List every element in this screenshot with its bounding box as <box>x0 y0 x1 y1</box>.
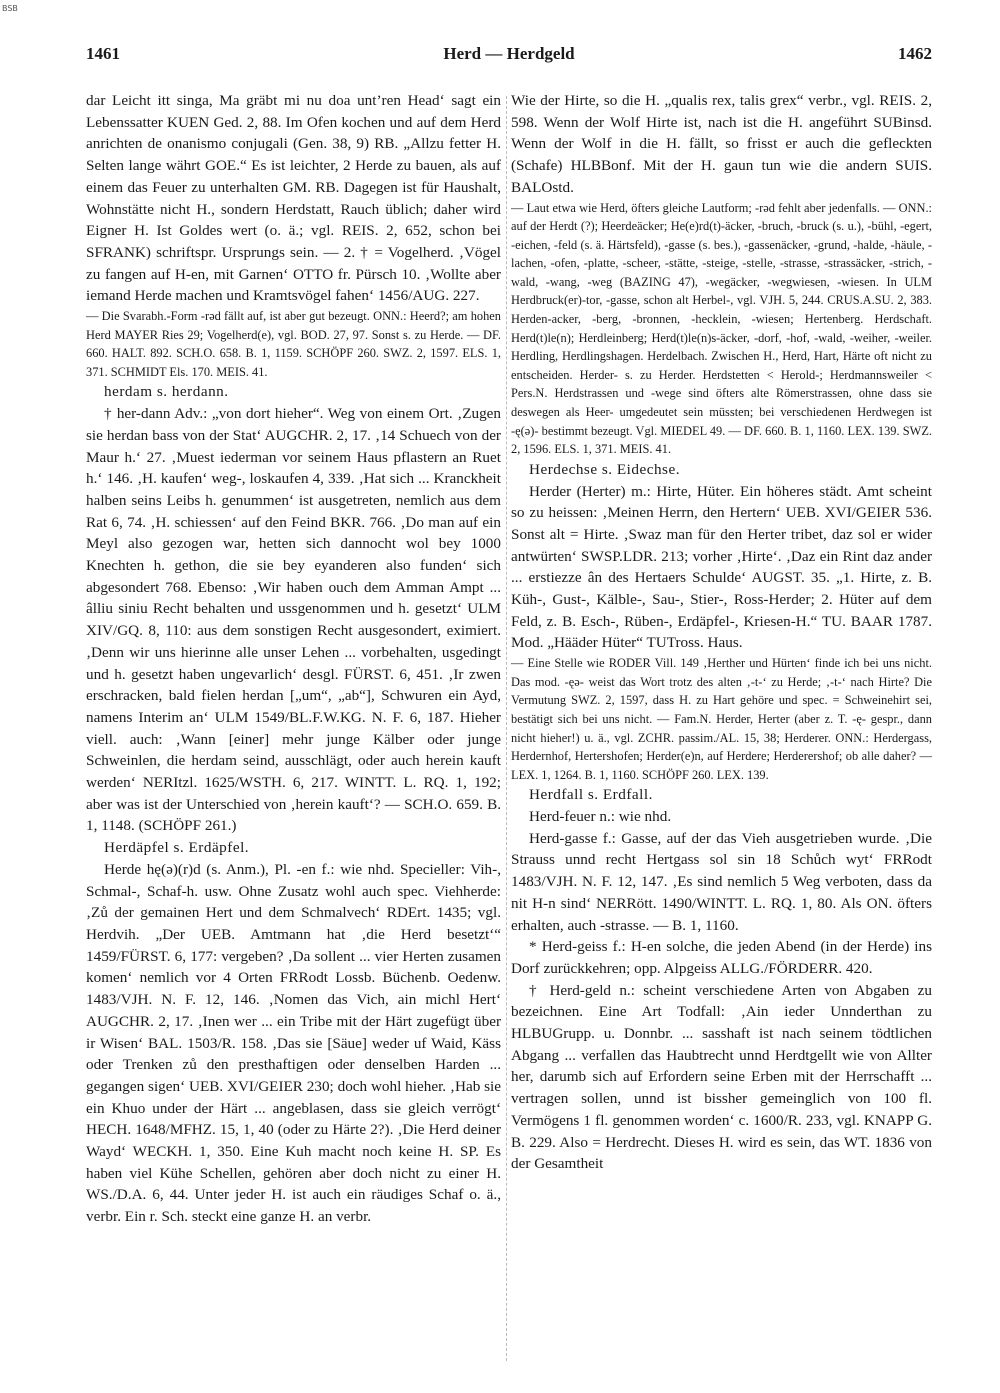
column-divider <box>506 96 507 1361</box>
left-column <box>86 90 501 1228</box>
entry-herd-feuer: Herd-feuer n.: wie nhd. <box>529 808 672 826</box>
running-title: Herd — Herdgeld <box>443 44 575 63</box>
entry-herde: Herde hę(ə)(r)d (s. Anm.), Pl. -en f.: wie nhd. Specieller: Vih-, Schmal-, Schaf-h. usw. Ohne Zusatz wohl auch spec. Viehherde: ‚Zů der gemainen Hert und dem Schmalvech‘ RDErt. 1435; vgl. Herdvih. „Der UEB. Amtmann hat ‚die Herd besetzt‘“ 1459/FÜRST. 6, 177: vergeben? ‚Da sollent ... vier Herten zusamen komen‘ nemlich vor 4 Orten FRRodt Lossb. Büchenb. Oedenw. 1483/VJH. N. F. 12, 146. ‚Nomen das Vich, ain michl Hert‘ AUGCHR. 2, 17. ‚Inen wer ... ein Tribe mit der Härt zugefügt über ir Wisen‘ BAL. 1503/R. 158. ‚Das sie [Säue] weder uf Waid, Käss oder Trenken zů den presthaftigen oder denselben Harden ... gegangen sigen‘ UEB. XVI/GEIER 230; doch wohl hieher. ‚Hab sie ein Khuo under der Härt ... angeblasen, dass sie gleich verrögt‘ HECH. 1648/MFHZ. 15, 1, 40 (oder zu Härte 2?). ‚Die Herd deiner Wayd‘ WECKH. 1, 350. Eine Kuh macht noch keine H. SP. Es haben viel Kühe Schellen, gehören aber doch nicht zu einer H. WS./D.A. 6, 44. Unter jeder H. ist auch ein räudiges Schaf o. ä., verbr. Ein r. Sch. steckt eine ganze H. an verbr. <box>86 860 501 1226</box>
entry-her-dann: † her-dann Adv.: „von dort hieher“. Weg von einem Ort. ‚Zugen sie herdan bass von der Stat‘ AUGCHR. 2, 17. ‚14 Schuech von der Maur h.‘ 27. ‚Muest iederman vor seinem Haus pflastern an Ruet h.‘ 146. ‚H. kaufen‘ weg-, loskaufen 4, 339. ‚Hat sich ... Kranckheit halben seins Leibs h. genummen‘ ist ausgetreten, nemlich aus dem Rat 6, 74. ‚H. schiessen‘ auf den Feind BKR. 766. ‚Do man auf ein Meyl also gezogen war, hetten sich dannocht wol bey 1000 Knechten h. gethon, die sie bey eyanderen also funden‘ sich abgesondert 768. Ebenso: ‚Wir haben ouch dem Amman Ampt ... âlliu siniu Recht behalten und ussgenommen und h. gesetzt‘ ULM XIV/GQ. 8, 110: aus dem sonstigen Recht ausgesondert, eximiert. ‚Denn wir uns hierinne alle unser Lehen ... vorbehalten, usgedingt und h. gesetzt haben ungevarlich‘ desgl. FÜRST. 6, 451. ‚Ir zwen erschracken, bald fielen herdan [„um“, „ab“], Schwuren ein Ayd, namens Interim an‘ ULM 1549/BL.F.W.KG. N. F. 6, 187. Hieher viell. auch: ‚Wann [einer] mehr junge Kälber oder junge Schweinlen, die herdam seind, ausschlägt, oder auch herein kauft werden‘ NERItzl. 1625/WSTH. 6, 217. WINTT. L. RQ. 1, 192; aber was ist der Unterschied von ‚herein kauft‘? — SCH.O. 659. B. 1, 1148. (SCHÖPF 261.) <box>86 405 501 835</box>
entry-note: — Eine Stelle wie RODER Vill. 149 ‚Herther und Hürten‘ finde ich bei uns nicht. Das mod. -ęə- weist das Wort trotz des alten ‚-t-‘ zu Herde; ‚-t-‘ nach Hirte? Die Vermutung SWZ. 2, 1597, dass H. zu Hart gehöre und spec. = Schweinehirt sei, bestätigt sich bei uns nicht. — Fam.N. Herder, Herter (aber z. T. -ę- gespr., dann nicht hieher!) u. ä., vgl. ZCHR. passim./AL. 15, 38; Herderer. ONN.: Herdergass, Herdernhof, Hertershofen; Herder(e)n, auf Herdere; Herderershof; ob alle daher? — LEX. 1, 1264. B. 1, 1160. SCHÖPF 260. LEX. 139. <box>511 656 932 782</box>
entry-note: — Laut etwa wie Herd, öfters gleiche Lautform; -rəd fehlt aber jedenfalls. — ONN.: auf der Herdt (?); Heerdeäcker; He(e)rd(t)-äcker, -bruch, -bruck (s. u.), -bühl, -egert, -eichen, -feld (s. ä. Härtsfeld), -gasse (s. bes.), -gassenäcker, -grund, -halde, -häule, -lachen, -ofen, -platte, -scheer, -stätte, -steige, -stelle, -strasse, -strassäcker, -strich, -wald, -wang, -weg (BAZING 47), -wegäcker, -wegwiesen, -wiesen. In ULM Herdbruck(er)-tor, -gasse, schon alt Herbel-, vgl. VJH. 5, 244. CRUS.A.SU. 2, 383. Herden-acker, -berg, -bronnen, -hecklein, -wiesen; Hertenberg. Herdschaft. Herd(t)le(n); Herdleinberg; Herd(t)le(n)s-äcker, -dorf, -hof, -wald, -weiher, -weiler. Herdling, Herdlingshagen. Herdelbach. Zwischen H., Herd, Hart, Härte oft nicht zu entscheiden. Herder- s. zu Herder. Herdstetten < Herold-; Herdmannsweiler < Pers.N. Herdstrassen und -wege sind öfters alte Römerstrassen, ohne dass sie deswegen als Heer- umgedeutet sein müssten; bei verschiedenen Herdwegen ist -ę(ə)- bestimmt bezeugt. Vgl. MIEDEL 49. — DF. 660. B. 1, 1160. LEX. 139. SWZ. 2, 1596. ELS. 1, 371. MEIS. 41. <box>511 200 932 457</box>
page-number-left: 1461 <box>86 44 120 63</box>
entry-herder: Herder (Herter) m.: Hirte, Hüter. Ein höheres städt. Amt scheint so zu heissen: ‚Meinen Herrn, den Hertern‘ UEB. XVI/GEIER 536. Sonst alt = Hirte. ‚Swaz man für den Herter tribet, daz sol er wider antwürten‘ SWSP.LDR. 213; vorher ‚Hirte‘. ‚Daz ein Rint daz ander ... erstiezze ân des Hertaers Schulde‘ AUGST. 35. „1. Hirte, z. B. Küh-, Gust-, Kälble-, Sau-, Stier-, Ross-Herder; 2. Hüter auf dem Feld, z. B. Esch-, Rüben-, Erdäpfel-, Kriesen-H.“ TU. BAAR 1787. Mod. „Hääder Hüter“ TUTross. Haus. <box>511 482 932 652</box>
entry-herd-gasse: Herd-gasse f.: Gasse, auf der das Vieh ausgetrieben wurde. ‚Die Strauss unnd recht Hertgass sol sin 18 Schůch wyt‘ FRRodt 1483/VJH. N. F. 12, 147. ‚Es sind nemlich 5 Weg verboten, dass da nit H-n sind‘ NERRött. 1490/WINTT. L. RQ. 1, 80. Als ON. öfters erhalten, auch -strasse. — B. 1, 1160. <box>511 829 932 934</box>
page-number-right: 1462 <box>898 44 932 63</box>
entry-note: — Die Svarabh.-Form -rəd fällt auf, ist aber gut bezeugt. ONN.: Heerd?; am hohen Herd MAYER Ries 29; Vogelherd(e), vgl. BOD. 27, 97. Sonst s. zu Herde. — DF. 660. HALT. 892. SCH.O. 658. B. 1, 1159. SCHÖPF 260. SWZ. 2, 1597. ELS. 1, 371. SCHMIDT Els. 170. MEIS. 41. <box>86 309 501 379</box>
entry-reference: Herdäpfel s. Erdäpfel. <box>104 839 250 857</box>
entry-paragraph: Wie der Hirte, so die H. „qualis rex, talis grex“ verbr., vgl. REIS. 2, 598. Wenn der Wolf Hirte ist, nach ist die H. angeführt SUBinsd. Wenn der Wolf in die H. fällt, so frisst er auch die gefleckten (Schafe) HLBBonf. Mit der H. gaun tun wie die andern SUIS. BALOstd. <box>511 92 932 196</box>
library-stamp: BSB <box>2 4 18 13</box>
entry-reference: Herdfall s. Erdfall. <box>529 786 653 804</box>
entry-reference: Herdechse s. Eidechse. <box>529 460 681 478</box>
entry-herd-geiss: * Herd-geiss f.: H-en solche, die jeden Abend (in der Herde) ins Dorf zurückkehren; opp. Alpgeiss ALLG./FÖRDERR. 420. <box>511 938 932 977</box>
page-header <box>86 44 932 74</box>
right-column <box>511 90 932 1175</box>
entry-herd-geld: † Herd-geld n.: scheint verschiedene Arten von Abgaben zu bezeichnen. Eine Art Todfall: ‚Ain ieder Unnderthan zu HLBUGrupp. u. Donnbr. ... sasshaft ist nach seinem tödtlichen Abgang ... verfallen das Haubtrecht unnd Herdtgellt wie von Allter her, darumb sich auf Erfordern seine Erben mit der Herrschafft ... vertragen sollen, unnd ist bissher gemeinglich von 100 fl. Vermögens 1 fl. genommen worden‘ c. 1600/R. 233, vgl. KNAPP G. B. 229. Also = Herdrecht. Dieses H. wird es sein, das WT. 1836 von der Gesamtheit <box>511 981 932 1173</box>
entry-reference: herdam s. herdann. <box>104 383 229 401</box>
entry-paragraph: dar Leicht itt singa, Ma gräbt mi nu doa unt’ren Head‘ sagt ein Lebenssatter KUEN Ged. 2, 88. Im Ofen kochen und auf dem Herd anrichten de onanismo conjugali (Gen. 38, 9) RB. „Allzu fetter H. Selten lange währt GOE.“ Es ist leichter, 2 Herde zu bauen, als auf einem das Feuer zu unterhalten GM. RB. Dagegen ist für Haushalt, Wohnstätte nicht H., sondern Herdstatt, Rauch üblich; daher wird Eigner H. Ist Goldes wert (o. ä.; vgl. REIS. 2, 652, schon bei SFRANK) schriftspr. Ursprungs sein. — 2. † = Vogelherd. ‚Vögel zu fangen auf H-en, mit Garnen‘ OTTO fr. Pürsch 10. ‚Wollte aber iemand Herde machen und Kramtsvögel fahen‘ 1456/AUG. 227. <box>86 92 501 305</box>
